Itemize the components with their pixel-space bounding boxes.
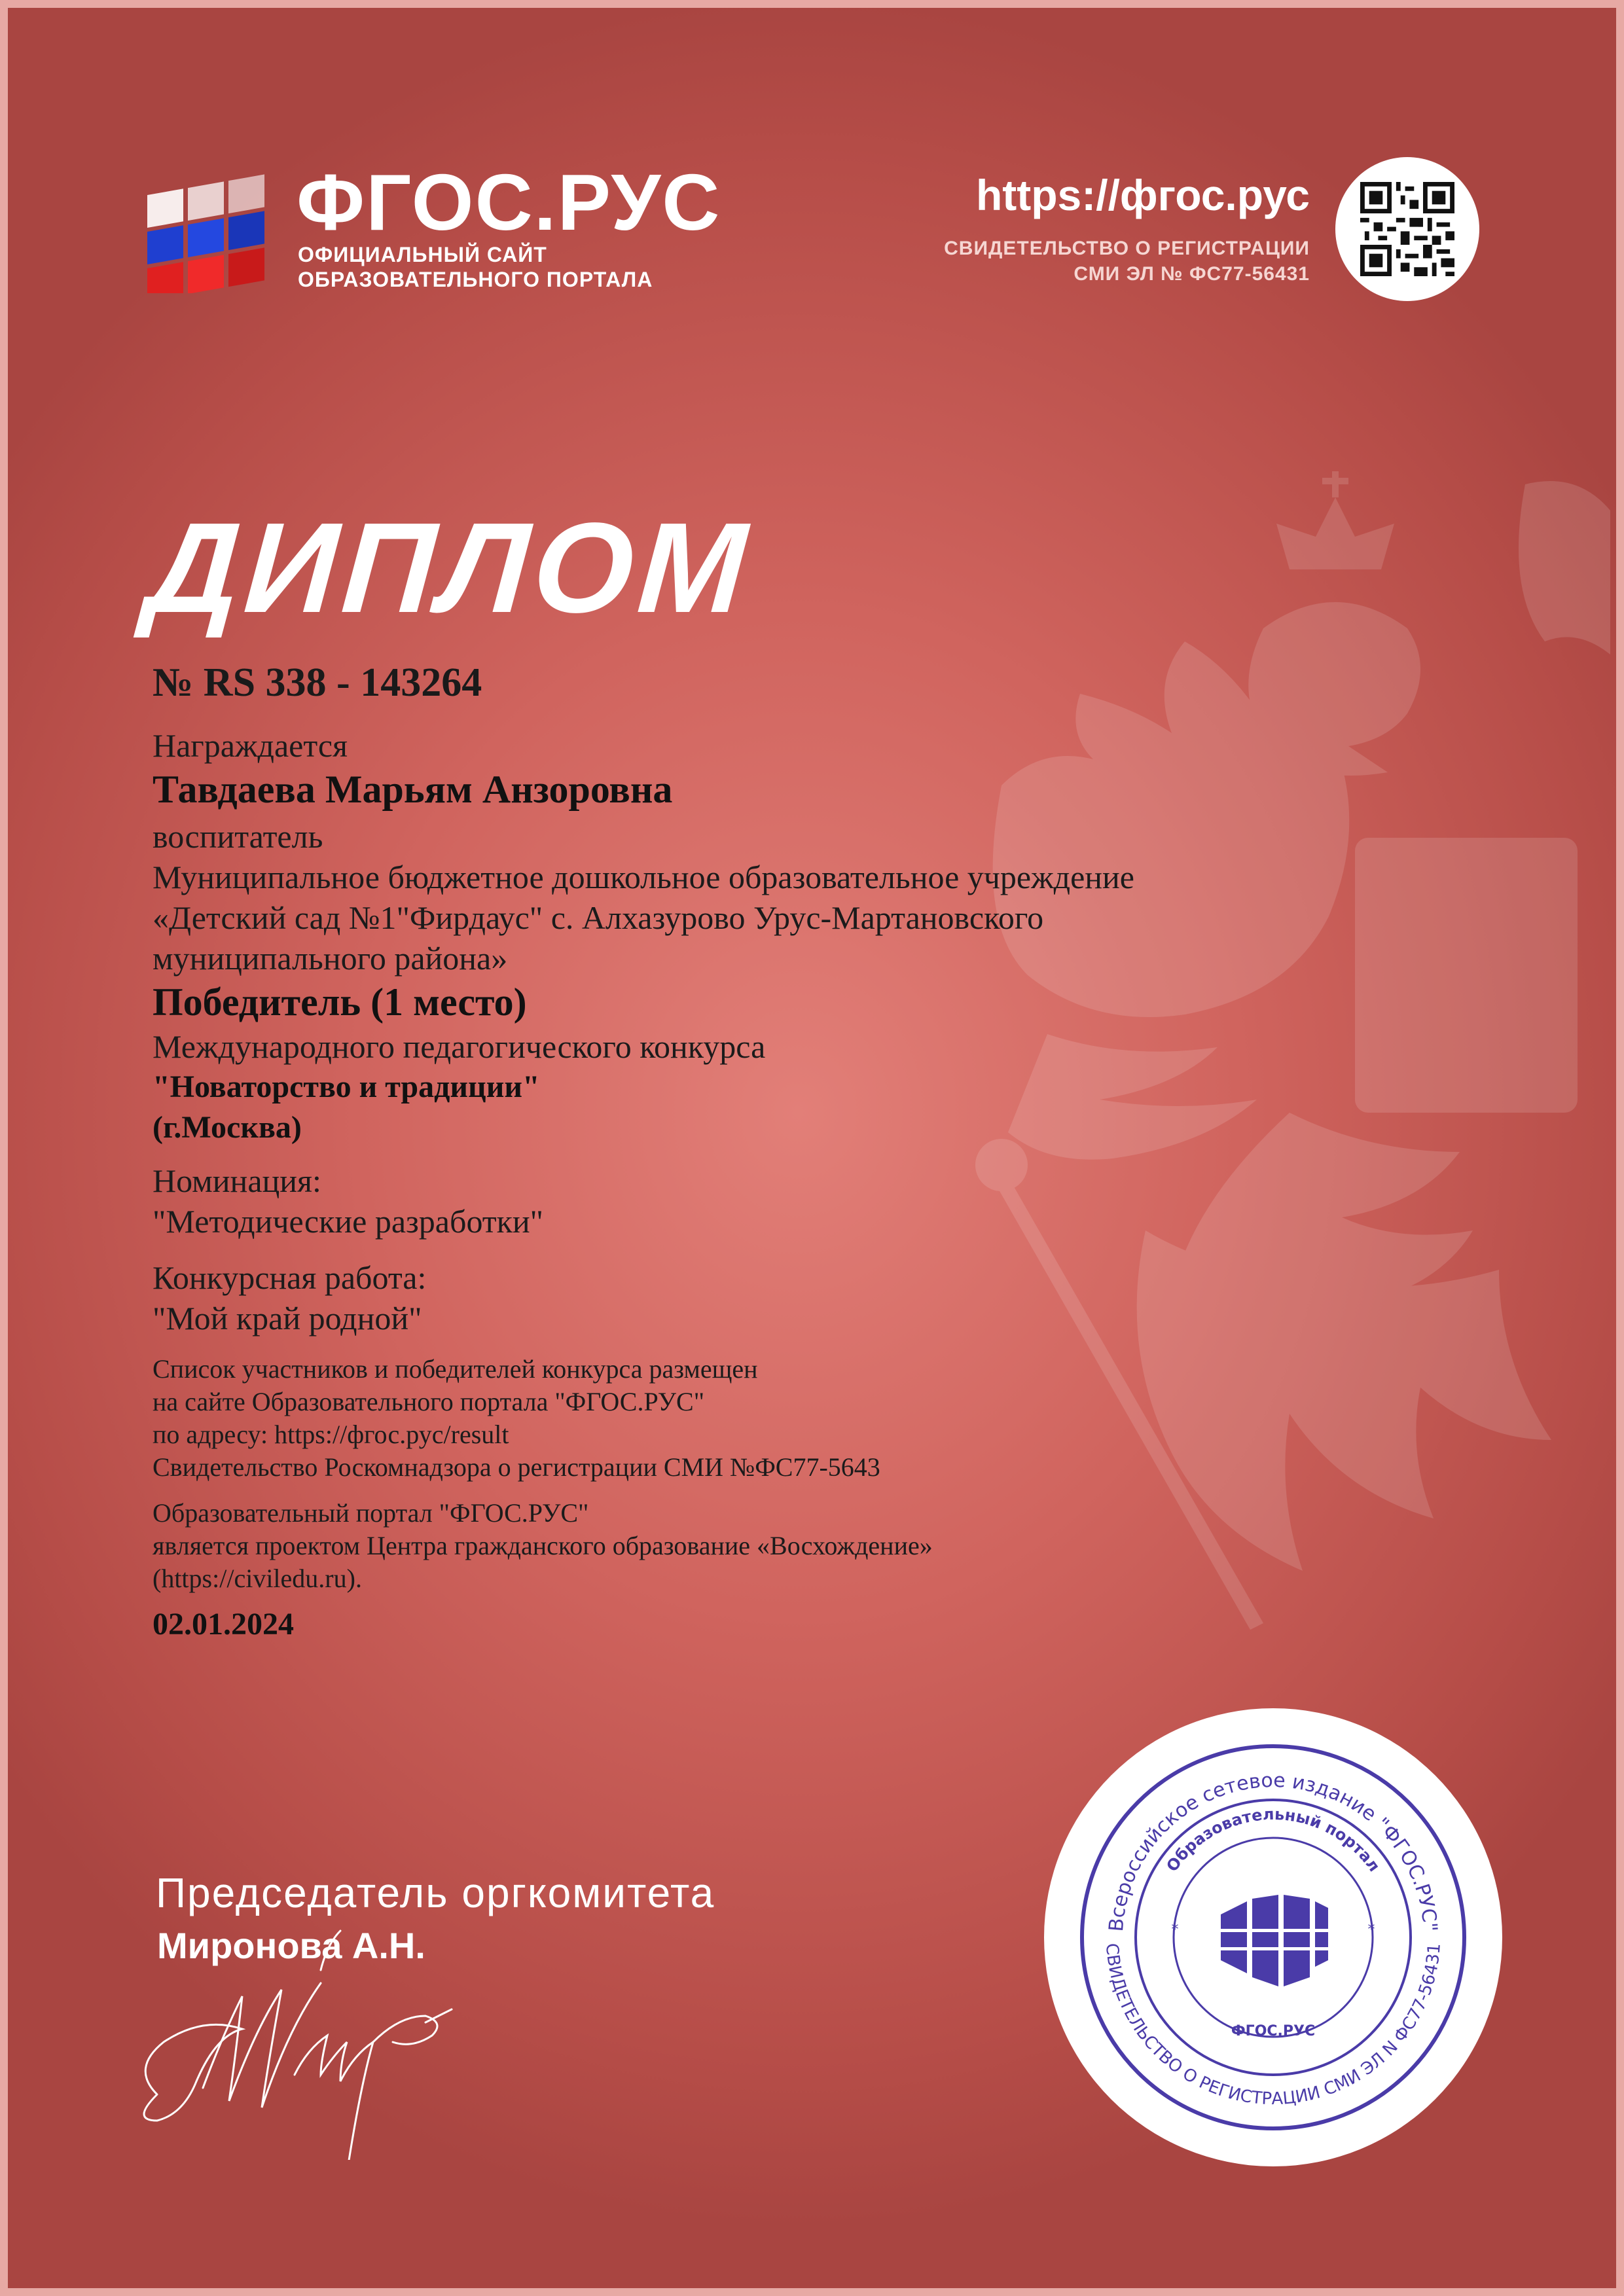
organization-line-2: «Детский сад №1"Фирдаус" с. Алхазурово Урус-Мартановского [153, 899, 1044, 936]
organization-line-3: муниципального района» [153, 940, 508, 977]
brand-subtitle-line-2: ОБРАЗОВАТЕЛЬНОГО ПОРТАЛА [298, 268, 653, 292]
diploma-title: ДИПЛОМ [142, 496, 756, 639]
chair-title: Председатель оргкомитета [156, 1869, 715, 1916]
stamp-seal-icon [1044, 1708, 1502, 2166]
brand-name: ФГОС.РУС [297, 158, 721, 247]
organization-line-1: Муниципальное бюджетное дошкольное образовательное учреждение [153, 859, 1134, 895]
contest-name: "Новаторство и традиции" [153, 1069, 540, 1104]
svg-text:*: * [1171, 1922, 1179, 1938]
diploma-body [153, 725, 1265, 1645]
contest-description: Международного педагогического конкурса [153, 1028, 766, 1065]
nomination-label: Номинация: [153, 1162, 321, 1199]
brand-subtitle-line-1: ОФИЦИАЛЬНЫЙ САЙТ [298, 243, 547, 266]
smi-registration-line-2: СМИ ЭЛ № ФС77-56431 [1074, 263, 1310, 285]
info-line-1: Список участников и победителей конкурса размещен [153, 1354, 758, 1384]
award-place: Победитель (1 место) [153, 980, 527, 1024]
portal-line-1: Образовательный портал "ФГОС.РУС" [153, 1498, 589, 1528]
fgos-logo-icon [147, 169, 268, 293]
recipient-position: воспитатель [153, 818, 323, 855]
awarded-label: Награждается [153, 727, 348, 764]
info-block [153, 1353, 1265, 1484]
recipient-name: Тавдаева Марьям Анзоровна [153, 768, 673, 811]
official-stamp [1044, 1708, 1502, 2166]
nomination-value: "Методические разработки" [153, 1202, 544, 1240]
smi-registration [944, 236, 1310, 287]
brand-subtitle [298, 242, 653, 293]
svg-text:Образовательный портал: Образовательный портал [1163, 1804, 1384, 1875]
info-line-3: по адресу: https://фгос.рус/result [153, 1419, 509, 1449]
signature-image [131, 1911, 471, 2160]
portal-line-2: является проектом Центра гражданского образование «Восхождение» [153, 1530, 933, 1560]
stamp-center-label: ФГОС.РУС [1231, 2023, 1316, 2039]
svg-text:Всероссийское сетевое издание: Всероссийское сетевое издание "ФГОС.РУС" [1105, 1768, 1441, 1933]
svg-text:СВИДЕТЕЛЬСТВО О РЕГИСТРАЦИИ СМ: СВИДЕТЕЛЬСТВО О РЕГИСТРАЦИИ СМИ ЭЛ N ФС77-56431 [1102, 1942, 1445, 2109]
portal-block [153, 1497, 1265, 1595]
qr-code[interactable] [1335, 157, 1479, 301]
info-line-2: на сайте Образовательного портала "ФГОС.РУС" [153, 1386, 705, 1416]
info-line-4: Свидетельство Роскомнадзора о регистрации СМИ №ФС77-5643 [153, 1452, 880, 1482]
svg-text:*: * [1367, 1922, 1375, 1938]
smi-registration-line-1: СВИДЕТЕЛЬСТВО О РЕГИСТРАЦИИ [944, 238, 1310, 259]
issue-date: 02.01.2024 [153, 1606, 294, 1641]
diploma-number: № RS 338 - 143264 [153, 660, 482, 705]
chair-name: Миронова А.Н. [157, 1925, 425, 1966]
portal-line-3: (https://civiledu.ru). [153, 1563, 362, 1593]
work-label: Конкурсная работа: [153, 1259, 427, 1296]
qr-code-icon [1360, 182, 1454, 276]
work-value: "Мой край родной" [153, 1299, 422, 1336]
site-url[interactable]: https://фгос.рус [975, 171, 1310, 219]
contest-city: (г.Москва) [153, 1110, 302, 1145]
